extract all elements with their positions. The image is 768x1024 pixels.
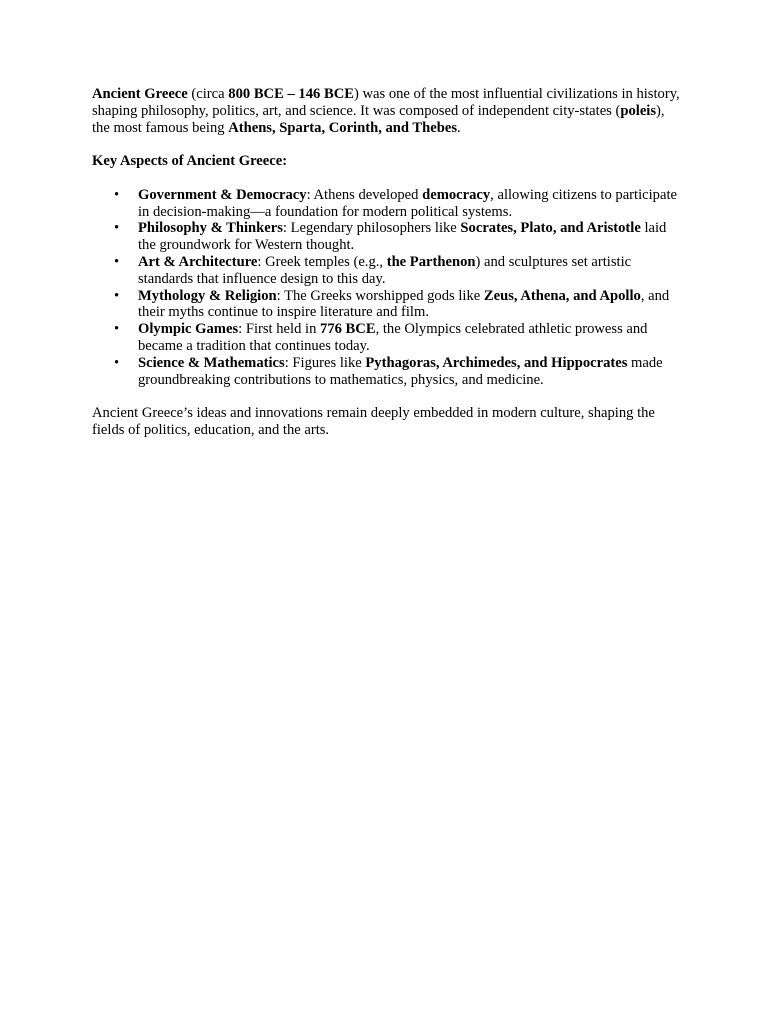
intro-cities: Athens, Sparta, Corinth, and Thebes	[228, 119, 458, 136]
list-item-science	[114, 354, 682, 389]
aspect-text: : The Greeks worshipped gods like	[276, 287, 484, 304]
aspect-title: Art & Architecture	[138, 253, 258, 270]
aspect-highlight: Zeus, Athena, and Apollo	[483, 287, 641, 304]
list-item-government	[114, 186, 682, 221]
conclusion-paragraph: Ancient Greece’s ideas and innovations remain deeply embedded in modern culture, shaping the fields of politics, education, and the arts.	[92, 405, 655, 438]
list-item-olympics	[114, 321, 682, 355]
aspect-text: : First held in	[238, 321, 321, 338]
document-page	[92, 86, 682, 439]
bullet-icon: •	[114, 186, 120, 203]
aspect-highlight: Pythagoras, Archimedes, and Hippocrates	[365, 354, 628, 371]
aspect-text: laid the groundwork for Western thought.	[138, 220, 667, 254]
aspect-text: : Legendary philosophers like	[282, 220, 461, 237]
intro-text-3: ), the most famous being	[92, 102, 665, 136]
aspect-highlight: 776 BCE	[320, 321, 376, 338]
intro-paragraph	[92, 86, 682, 136]
list-item-mythology	[114, 287, 682, 322]
aspect-text: : Figures like	[284, 354, 366, 371]
bullet-icon: •	[114, 253, 120, 270]
bullet-icon: •	[114, 354, 120, 371]
aspect-title: Olympic Games	[138, 321, 239, 338]
aspect-text: , the Olympics celebrated athletic prowess and became a tradition that continues today.	[138, 321, 648, 354]
aspect-text: : Athens developed	[306, 186, 423, 203]
aspect-text: : Greek temples (e.g.,	[257, 253, 387, 270]
aspect-text: , and their myths continue to inspire literature and film.	[138, 287, 670, 321]
aspect-title: Mythology & Religion	[138, 287, 277, 304]
intro-dates: 800 BCE – 146 BCE	[228, 86, 354, 102]
aspect-title: Government & Democracy	[138, 186, 307, 203]
intro-term: Ancient Greece	[92, 86, 188, 102]
bullet-icon: •	[114, 321, 120, 338]
intro-text-2: ) was one of the most influential civilizations in history, shaping philosophy, politics, art, and science. It was composed of independent city-states (	[92, 86, 680, 119]
list-item-philosophy	[114, 220, 682, 254]
aspect-title: Philosophy & Thinkers	[138, 220, 283, 237]
list-item-art	[114, 253, 682, 288]
aspect-highlight: democracy	[422, 186, 491, 203]
aspect-highlight: the Parthenon	[386, 253, 476, 270]
aspects-list	[92, 187, 682, 389]
bullet-icon: •	[114, 220, 120, 237]
intro-text-1: (circa	[187, 86, 229, 102]
aspect-text: made groundbreaking contributions to mathematics, physics, and medicine.	[138, 354, 663, 388]
aspect-text: ) and sculptures set artistic standards that influence design to this day.	[138, 253, 632, 287]
intro-poleis: poleis	[620, 102, 657, 119]
aspect-title: Science & Mathematics	[138, 354, 285, 371]
section-heading: Key Aspects of Ancient Greece:	[92, 153, 288, 170]
aspect-highlight: Socrates, Plato, and Aristotle	[460, 220, 641, 237]
aspect-text: , allowing citizens to participate in decision-making—a foundation for modern political systems.	[138, 186, 677, 220]
intro-text-4: .	[457, 119, 461, 136]
bullet-icon: •	[114, 287, 120, 304]
